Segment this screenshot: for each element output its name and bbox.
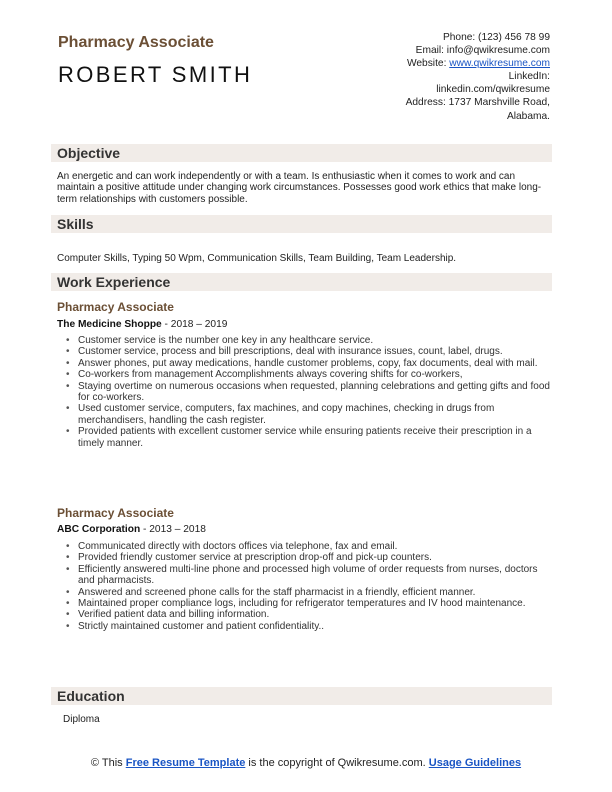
list-item: • Co-workers from management Accomplishments always covering shifts for co-workers, xyxy=(66,369,552,380)
job-1-title: Pharmacy Associate xyxy=(57,300,174,314)
job-2-company-line xyxy=(57,524,206,535)
job-1-bullets xyxy=(66,335,552,449)
resume-header xyxy=(0,0,612,140)
job-2-title: Pharmacy Associate xyxy=(57,506,174,520)
skills-text: Computer Skills, Typing 50 Wpm, Communication Skills, Team Building, Team Leadership. xyxy=(57,253,457,264)
free-resume-template-link[interactable]: Free Resume Template xyxy=(125,757,246,769)
skills-heading-bar xyxy=(51,215,552,233)
list-item: • Customer service, process and bill prescriptions, deal with insurance issues, count, label, drugs. xyxy=(66,346,552,357)
list-item: • Communicated directly with doctors offices via telephone, fax and email. xyxy=(66,541,552,552)
contact-phone: Phone: (123) 456 78 99 xyxy=(442,32,550,43)
job-title: Pharmacy Associate xyxy=(58,34,214,51)
experience-heading: Work Experience xyxy=(57,274,171,290)
job-2-bullets xyxy=(66,541,552,632)
education-heading: Education xyxy=(57,688,125,704)
job-2-company: ABC Corporation xyxy=(57,524,141,535)
job-2-dates: - 2013 – 2018 xyxy=(140,524,206,535)
list-item: • Staying overtime on numerous occasions when requested, planning celebrations and getting gifts and food for co-workers. xyxy=(66,381,552,404)
footer-middle: is the copyright of Qwikresume.com. xyxy=(245,757,429,769)
job-1-company-line xyxy=(57,319,227,330)
contact-website xyxy=(310,57,550,70)
skills-heading: Skills xyxy=(57,216,94,232)
list-item: • Maintained proper compliance logs, including for refrigerator temperatures and IV hood maintenance. xyxy=(66,598,552,609)
objective-heading-bar xyxy=(51,144,552,162)
contact-address-line2: Alabama. xyxy=(506,110,550,122)
usage-guidelines-link[interactable]: Usage Guidelines xyxy=(428,757,522,769)
list-item: • Strictly maintained customer and patient confidentiality.. xyxy=(66,621,552,632)
website-link[interactable]: www.qwikresume.com xyxy=(449,58,550,70)
job-1-company: The Medicine Shoppe xyxy=(57,319,162,330)
website-label: Website: xyxy=(406,58,450,70)
list-item: • Used customer service, computers, fax machines, and copy machines, checking in drugs from merchandisers, handling the cash register. xyxy=(66,403,552,426)
list-item: • Efficiently answered multi-line phone and processed high volume of order requests from nurses, doctors and pharmacists. xyxy=(66,564,552,587)
contact-block xyxy=(310,31,550,123)
list-item: • Answered and screened phone calls for the staff pharmacist in a friendly, efficient manner. xyxy=(66,587,552,598)
education-text: Diploma xyxy=(63,714,100,725)
education-heading-bar xyxy=(51,687,552,705)
footer xyxy=(0,757,612,770)
list-item: • Answer phones, put away medications, handle customer problems, copy, fax documents, deal with mail. xyxy=(66,358,552,369)
footer-prefix: © This xyxy=(90,757,126,769)
objective-text: An energetic and can work independently or with a team. Is enthusiastic when it comes to work and can maintain a positive attitude under changing work circumstances. Possesses good work ethics that make long-term relationships with customers possible. xyxy=(57,171,542,205)
list-item: • Provided friendly customer service at prescription drop-off and pick-up counters. xyxy=(66,552,552,563)
contact-linkedin-label: LinkedIn: xyxy=(508,71,550,83)
list-item: • Provided patients with excellent customer service while ensuring patients receive their prescription in a timely manner. xyxy=(66,426,552,449)
list-item: • Customer service is the number one key in any healthcare service. xyxy=(66,335,552,346)
candidate-name: ROBERT SMITH xyxy=(58,62,253,87)
contact-linkedin-value: linkedin.com/qwikresume xyxy=(436,84,550,96)
objective-heading: Objective xyxy=(57,145,121,161)
contact-address-line1: Address: 1737 Marshville Road, xyxy=(405,97,550,109)
job-1-dates: - 2018 – 2019 xyxy=(161,319,228,330)
experience-heading-bar xyxy=(51,273,552,291)
list-item: • Verified patient data and billing information. xyxy=(66,609,552,620)
contact-email: Email: info@qwikresume.com xyxy=(415,45,550,57)
